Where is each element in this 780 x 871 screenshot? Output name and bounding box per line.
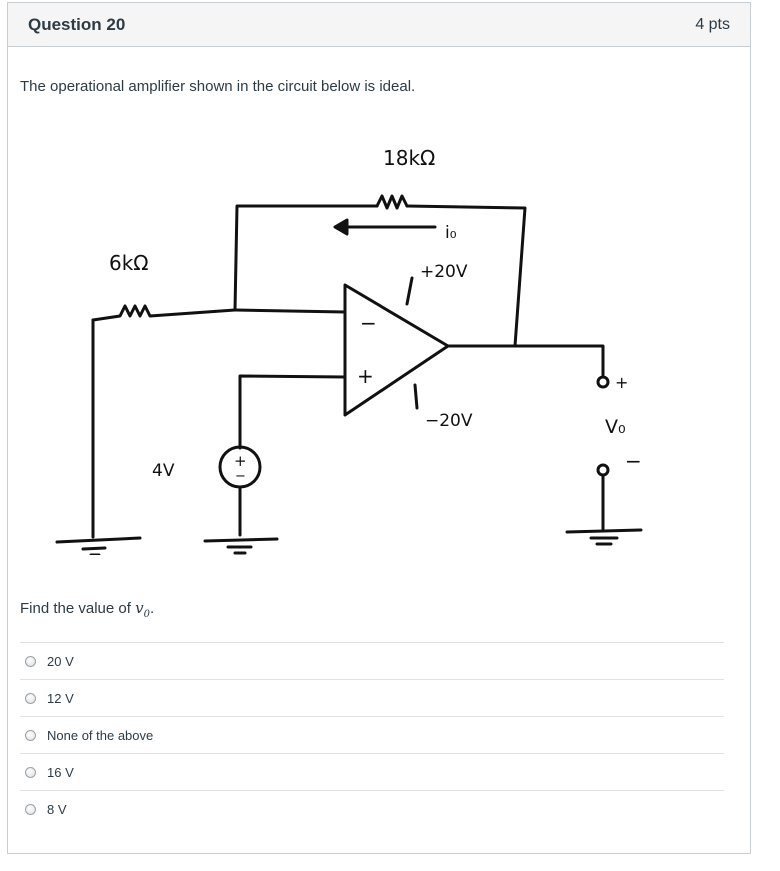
radio-button[interactable]: [25, 767, 36, 778]
find-prefix: Find the value of: [20, 600, 131, 617]
answer-option[interactable]: [20, 642, 724, 679]
source-plus-label: +: [234, 452, 247, 470]
source-minus-label: −: [235, 469, 246, 484]
radio-button[interactable]: [25, 656, 36, 667]
feedback-wire: [235, 206, 377, 310]
answer-option[interactable]: [20, 716, 724, 753]
answer-label[interactable]: 8 V: [47, 802, 67, 817]
radio-button[interactable]: [25, 730, 36, 741]
find-variable: v: [135, 599, 144, 617]
noninverting-wire: [240, 376, 345, 448]
ground-left: [57, 538, 140, 555]
question-title: Question 20: [28, 15, 126, 34]
input-resistor: [93, 306, 235, 320]
find-variable-subscript: 0: [143, 609, 150, 620]
inverting-input-label: −: [360, 311, 377, 335]
answer-option[interactable]: [20, 790, 724, 827]
question-prompt: The operational amplifier shown in the circuit below is ideal.: [20, 78, 416, 95]
radio-button[interactable]: [25, 693, 36, 704]
output-label: V₀: [605, 416, 626, 438]
noninverting-input-label: +: [357, 364, 374, 388]
question-points: 4 pts: [695, 16, 730, 33]
answer-label[interactable]: 12 V: [47, 691, 74, 706]
feedback-resistor: [377, 196, 407, 208]
rf-label: 18kΩ: [383, 146, 436, 170]
find-suffix: .: [149, 600, 155, 617]
output-plus-label: +: [615, 373, 629, 392]
r1-label: 6kΩ: [109, 251, 149, 275]
answer-option[interactable]: [20, 679, 724, 716]
vneg-supply-label: −20V: [425, 411, 473, 431]
source-label: 4V: [152, 461, 175, 481]
circuit-diagram: [45, 130, 685, 555]
answer-label[interactable]: 20 V: [47, 654, 74, 669]
output-minus-label: −: [625, 449, 642, 473]
output-wire: [448, 346, 603, 375]
ground-right: [567, 530, 641, 544]
find-instruction: [20, 599, 154, 620]
question-header: [8, 3, 750, 47]
answer-label[interactable]: 16 V: [47, 765, 74, 780]
vpos-supply-label: +20V: [420, 262, 468, 282]
op-amp: [345, 285, 448, 415]
ground-mid: [205, 539, 277, 553]
answer-option[interactable]: [20, 753, 724, 790]
current-label: i₀: [445, 223, 457, 243]
answer-list: [20, 642, 724, 827]
answer-label[interactable]: None of the above: [47, 728, 154, 743]
radio-button[interactable]: [25, 804, 36, 815]
